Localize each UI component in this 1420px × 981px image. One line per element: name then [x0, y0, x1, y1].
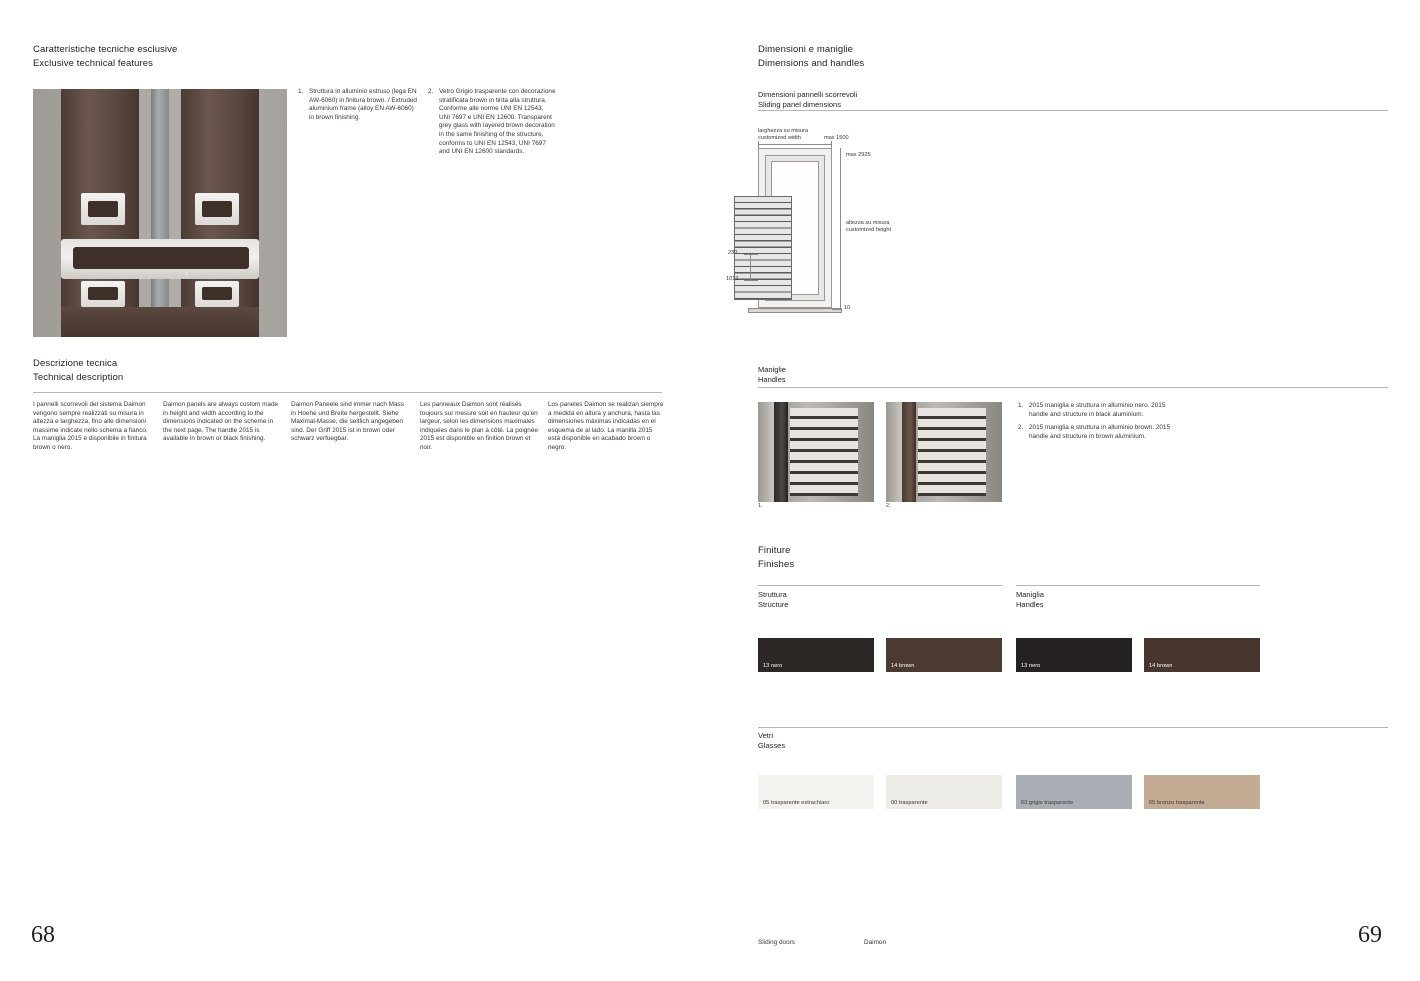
drawing-dim-line-1012: [744, 280, 758, 281]
handle-photo-grid: [918, 408, 986, 496]
handle-bar-black: [774, 402, 788, 502]
drawing-width-tick-right: [831, 141, 832, 148]
page-number-left: 68: [31, 922, 55, 948]
glasses-divider: [758, 727, 1388, 728]
feature-item-1-text: Struttura in alluminio estruso (lega EN AW-6060) in finitura brown. / Extruded aluminium frame (alloy EN AW-6060) in brown finishing.: [309, 88, 417, 121]
handles-group-divider: [1016, 585, 1260, 586]
finishes-title-it: Finiture: [758, 545, 791, 556]
finishes-title-en: Finishes: [758, 558, 795, 570]
glass-swatch-label: 00 trasparente: [891, 800, 928, 806]
drawing-dim-230: 230: [728, 250, 738, 256]
finishes-title: [758, 544, 1058, 571]
drawing-panel-base: [748, 308, 842, 313]
description-column-fr: Les panneaux Daimon sont réalisés toujours sur mesure soit en hauteur qu'en largeur, selon les dimensions maximales indiquées dans le plan à côté. La poignée 2015 est disponible en finition brown et noir.: [420, 401, 538, 451]
handles-section-label: [758, 365, 958, 385]
handles-group-label: [1016, 590, 1216, 610]
photo-clip-hole: [202, 201, 232, 217]
glass-swatch-grigio[interactable]: [1016, 775, 1132, 809]
photo-clip-bottom-left: [81, 281, 125, 307]
right-page-title: [758, 43, 1078, 70]
glass-swatch-extrachiaro[interactable]: [758, 775, 874, 809]
handles-label-it: Maniglie: [758, 365, 786, 374]
handle-notes-list: [1018, 402, 1178, 441]
glass-swatch-label: 63 grigio trasparente: [1021, 800, 1074, 806]
technical-description-title: [33, 357, 333, 384]
drawing-height-label-it: altezza su misura: [846, 220, 890, 226]
photo-foot: [61, 307, 259, 337]
drawing-width-max: max 1500: [824, 135, 849, 141]
handle-bar-brown: [902, 402, 916, 502]
glass-swatch-label: 05 trasparente extrachiaro: [763, 800, 830, 806]
handle-photo-edge: [758, 402, 774, 502]
finish-swatch-label: 14 brown: [891, 663, 915, 669]
finish-swatch-handle-nero[interactable]: [1016, 638, 1132, 672]
handles-group-label-en: Handles: [1016, 600, 1044, 609]
glass-swatch-trasparente[interactable]: [886, 775, 1002, 809]
drawing-height-label-en: customized height: [846, 227, 892, 233]
photo-clip-hole: [88, 201, 118, 217]
technical-description-title-en: Technical description: [33, 371, 124, 383]
drawing-width-dimension-line: [758, 144, 832, 145]
handle-note-2: [1018, 424, 1178, 441]
photo-clip-hole: [88, 287, 118, 300]
handle-photo-edge: [886, 402, 902, 502]
structure-group-label: [758, 590, 958, 610]
photo-callout-2: 2.: [185, 272, 190, 278]
feature-item-1-number: 1.: [298, 88, 304, 95]
footer-category: Sliding doors: [758, 939, 795, 946]
drawing-panel-grid: [734, 196, 792, 300]
finish-swatch-structure-brown[interactable]: [886, 638, 1002, 672]
handle-note-1-number: 1.: [1018, 402, 1024, 409]
dimensions-divider: [758, 110, 1388, 111]
handle-note-1-text: 2015 maniglia e struttura in alluminio nero. 2015 handle and structure in black aluminium.: [1029, 402, 1166, 418]
photo-clip-hole: [202, 287, 232, 300]
structure-label-en: Structure: [758, 600, 789, 609]
glass-swatch-bronzo[interactable]: [1144, 775, 1260, 809]
description-column-en: Daimon panels are always custom made in height and width according to the dimensions indicated on the scheme in the next page. The handle 2015 is available in brown or black finishing.: [163, 401, 279, 443]
finish-swatch-handle-brown[interactable]: [1144, 638, 1260, 672]
finish-swatch-structure-nero[interactable]: [758, 638, 874, 672]
glasses-group-label: [758, 731, 958, 751]
technical-drawing: [726, 120, 1126, 325]
photo-clip-top-left: [81, 193, 125, 225]
dimensions-label-en: Sliding panel dimensions: [758, 100, 841, 109]
handle-photo-grid: [790, 408, 858, 496]
handle-caption-2: 2.: [886, 503, 891, 509]
drawing-height-max: max 2925: [846, 152, 871, 158]
feature-item-2: [428, 88, 556, 157]
drawing-dim-line-230: [744, 254, 758, 255]
drawing-dim-connector: [750, 254, 751, 280]
drawing-width-tick-left: [758, 141, 759, 148]
finish-swatch-label: 14 brown: [1149, 663, 1173, 669]
description-column-it: I pannelli scorrevoli del sistema Daimon vengono sempre realizzati su misura in altezza e larghezza, fino alle dimensioni massime indicate nello schema a fianco. La maniglia 2015 è disponibile in finitura brown o nero.: [33, 401, 148, 451]
finish-swatch-label: 13 nero: [763, 663, 783, 669]
feature-item-1: [298, 88, 418, 122]
drawing-width-label-en: customized width: [758, 135, 801, 141]
dimensions-section-label: [758, 90, 958, 110]
handles-divider: [758, 387, 1388, 388]
photo-clip-top-right: [195, 193, 239, 225]
left-page-title: [33, 43, 333, 70]
drawing-height-dimension-line: [840, 148, 841, 308]
handle-note-2-text: 2015 maniglia e struttura in alluminio brown. 2015 handle and structure in brown aluminium.: [1029, 424, 1171, 440]
handle-photo-brown: [886, 402, 1002, 502]
finish-swatch-label: 13 nero: [1021, 663, 1041, 669]
page-number-right: 69: [1358, 922, 1382, 948]
feature-item-2-text: Vetro Grigio trasparente con decorazione stratificata brown in tinta alla struttura. Conforme alle norme UNI EN 12543, UNI 7697 e UNI EN 12600. Transparent grey glass with layered brown decoration in the same finishing of the structure, conforms to UNI EN 12543, UNI 7697 and UNI EN 12600 standards.: [439, 88, 556, 156]
drawing-dim-line-10: [832, 309, 842, 310]
drawing-dim-10: 10: [844, 305, 851, 311]
glasses-label-en: Glasses: [758, 741, 786, 750]
left-page-title-en: Exclusive technical features: [33, 57, 154, 69]
description-column-de: Daimon Paneele sind immer nach Mass in Hoehe und Breite hergestellt. Siehe Maximal-Masse, die seitlich angegeben sind. Der Griff 2015 ist in brown oder schwarz verfuegbar.: [291, 401, 404, 443]
handle-photo-black: [758, 402, 874, 502]
handle-caption-1: 1.: [758, 503, 763, 509]
right-page-title-it: Dimensioni e maniglie: [758, 44, 854, 55]
structure-divider: [758, 585, 1002, 586]
feature-item-2-number: 2.: [428, 88, 434, 95]
description-column-es: Los paneles Daimon se realizan siempre a medida en altura y anchura, hasta las dimensiones máximas indicadas en el esquema de al lado. La manilla 2015 está disponible en acabado brown o negro.: [548, 401, 664, 451]
photo-bridge-inner: [73, 247, 249, 269]
glasses-label-it: Vetri: [758, 731, 774, 740]
dimensions-label-it: Dimensioni pannelli scorrevoli: [758, 90, 858, 99]
handle-note-2-number: 2.: [1018, 424, 1024, 432]
photo-center-glass: [151, 89, 169, 337]
drawing-dim-1012: 1012: [726, 276, 739, 282]
footer-product: Daimon: [864, 939, 887, 946]
photo-callout-1: 1.: [193, 389, 198, 395]
handle-note-1: [1018, 402, 1178, 419]
right-page-title-en: Dimensions and handles: [758, 57, 865, 69]
handles-label-en: Handles: [758, 375, 786, 384]
drawing-width-label-it: larghezza su misura: [758, 128, 809, 134]
handles-group-label-it: Maniglia: [1016, 590, 1044, 599]
description-divider: [33, 392, 662, 393]
photo-clip-bottom-right: [195, 281, 239, 307]
technical-description-title-it: Descrizione tecnica: [33, 358, 118, 369]
left-page-title-it: Caratteristiche tecniche esclusive: [33, 44, 178, 55]
structure-label-it: Struttura: [758, 590, 787, 599]
glass-swatch-label: 65 bronzo trasparente: [1149, 800, 1205, 806]
